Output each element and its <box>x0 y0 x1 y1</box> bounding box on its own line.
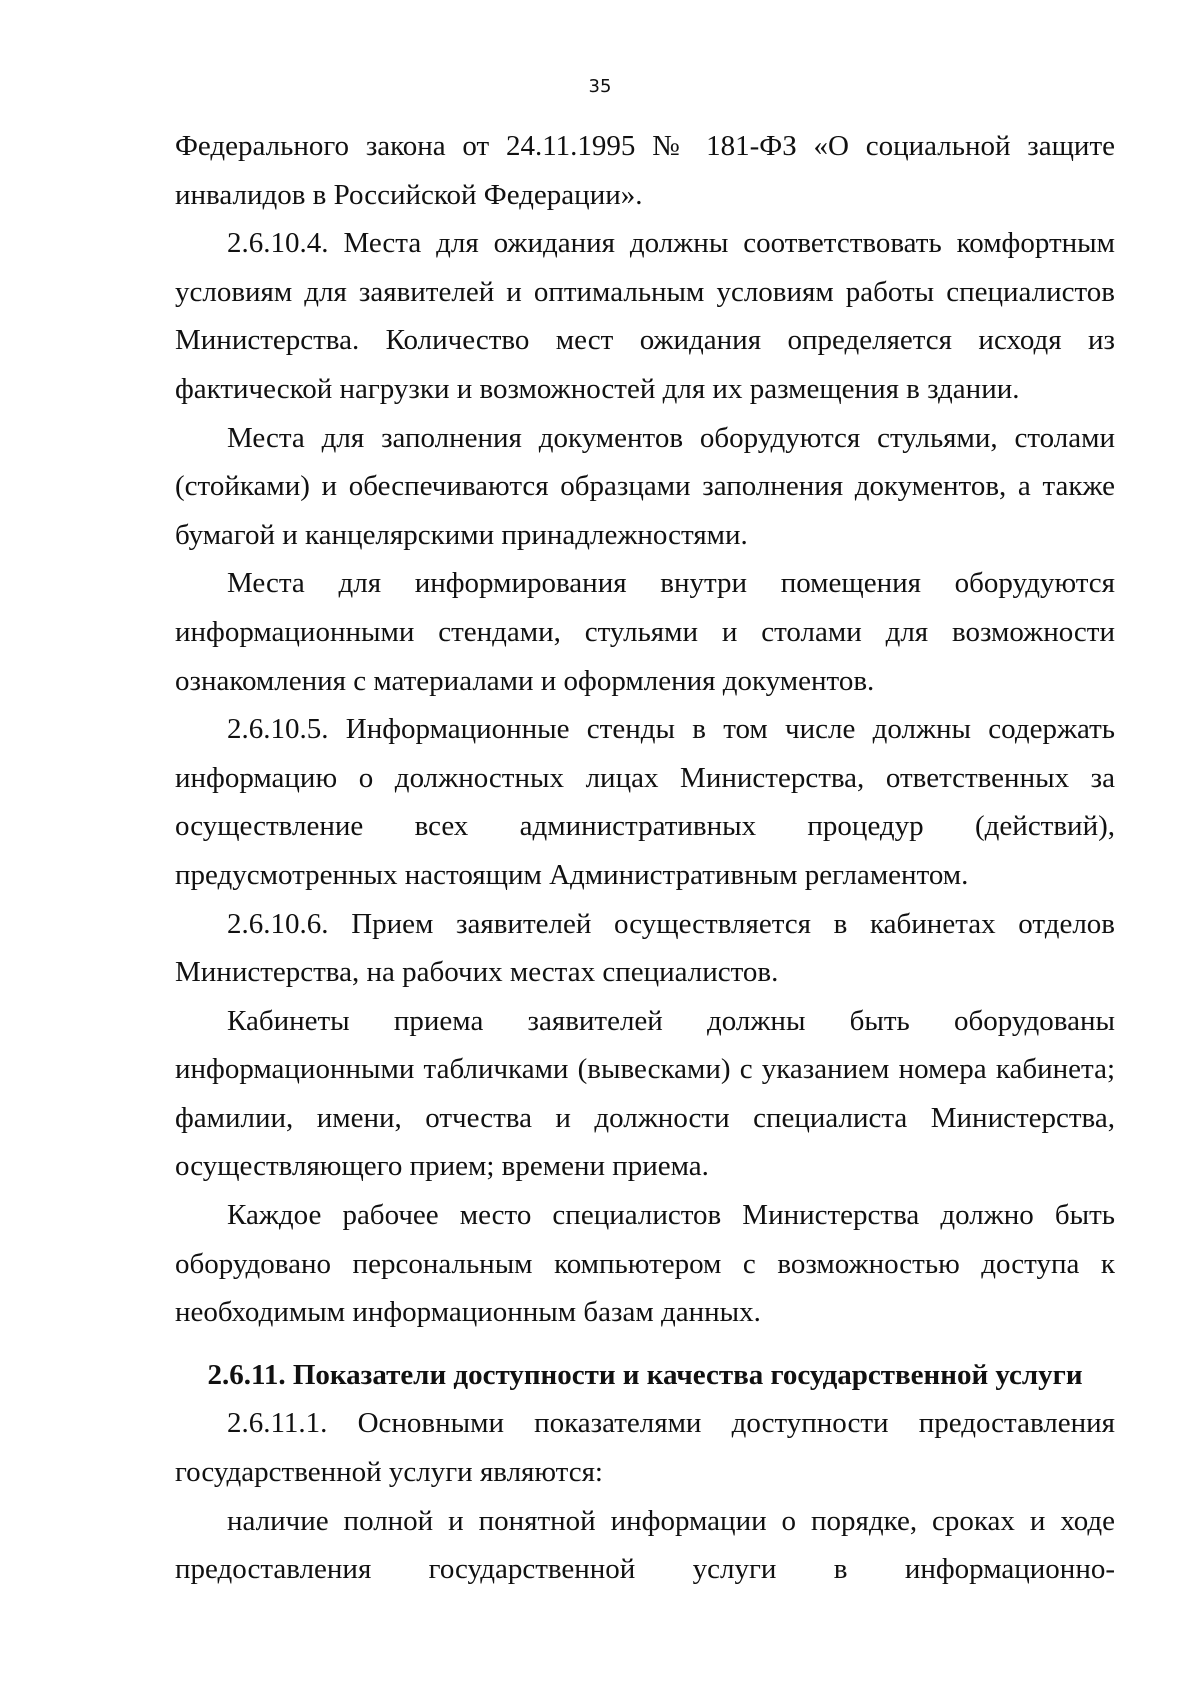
paragraph-2-6-10-5: 2.6.10.5. Информационные стенды в том числе должны содержать информацию о должностных лицах Министерства, ответственных за осуществление всех административных процедур (действий), предусмотренных настоящим Административным регламентом. <box>175 713 1115 891</box>
paragraph-federal-law-reference: Федерального закона от 24.11.1995 № 181-ФЗ «О социальной защите инвалидов в Российской Федерации». <box>175 130 1115 211</box>
paragraph-workplace-equipment: Каждое рабочее место специалистов Министерства должно быть оборудовано персональным компьютером с возможностью доступа к необходимым информационным базам данных. <box>175 1199 1115 1329</box>
paragraph-reception-offices: Кабинеты приема заявителей должны быть оборудованы информационными табличками (вывесками) с указанием номера кабинета; фамилии, имени, отчества и должности специалиста Министерства, осуществляющего прием; времени приема. <box>175 1004 1115 1183</box>
paragraph-2-6-11-1: 2.6.11.1. Основными показателями доступности предоставления государственной услуги являются: <box>175 1407 1115 1489</box>
section-heading-2-6-11: 2.6.11. Показатели доступности и качества государственной услуги <box>207 1358 1083 1391</box>
paragraph-document-filling-places: Места для заполнения документов оборудуются стульями, столами (стойками) и обеспечиваются образцами заполнения документов, а также бумагой и канцелярскими принадлежностями. <box>175 421 1115 551</box>
paragraph-2-6-10-6: 2.6.10.6. Прием заявителей осуществляется в кабинетах отделов Министерства, на рабочих местах специалистов. <box>175 907 1115 989</box>
document-body <box>175 122 1115 1594</box>
paragraph-information-availability: наличие полной и понятной информации о порядке, сроках и ходе предоставления государственной услуги в информационно- <box>175 1504 1115 1586</box>
paragraph-2-6-10-4: 2.6.10.4. Места для ожидания должны соответствовать комфортным условиям для заявителей и оптимальным условиям работы специалистов Министерства. Количество мест ожидания определяется исходя из фактической нагрузки и возможностей для их размещения в здании. <box>175 227 1115 405</box>
paragraph-information-places: Места для информирования внутри помещения оборудуются информационными стендами, стульями и столами для возможности ознакомления с материалами и оформления документов. <box>175 567 1115 697</box>
page-number: 35 <box>588 76 612 97</box>
